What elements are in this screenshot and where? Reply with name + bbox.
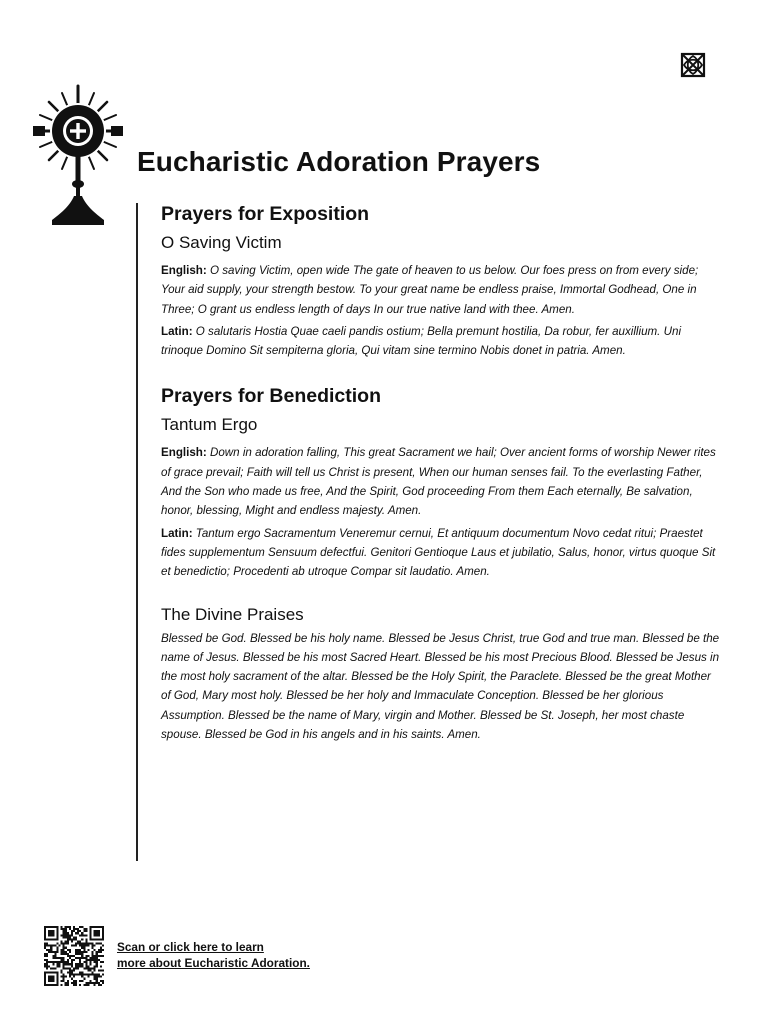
- english-text: O saving Victim, open wide The gate of heaven to us below. Our foes press on from every side; Your aid supply, your strength bestow. To your great name be endless praise, Immortal Godhead, One in Three; O grant us endless length of days In our true native land with thee. Amen.: [161, 264, 699, 316]
- latin-label: Latin:: [161, 324, 193, 338]
- exposition-section: [161, 201, 721, 360]
- divine-praises-text: Blessed be God. Blessed be his holy name. Blessed be Jesus Christ, true God and true man. Blessed be the name of Jesus. Blessed be his most Sacred Heart. Blessed be his most Precious Blood. Blessed be Jesus in the most holy sacrament of the altar. Blessed be the Holy Spirit, the Paraclete. Blessed be the great Mother of God, Mary most holy. Blessed be her holy and Immaculate Conception. Blessed be her glorious Assumption. Blessed be the name of Mary, virgin and Mother. Blessed be St. Joseph, her most chaste spouse. Blessed be God in his angels and in his saints. Amen.: [161, 631, 720, 742]
- o-saving-victim-latin: [161, 322, 721, 361]
- divine-praises-title: The Divine Praises: [161, 604, 304, 624]
- prayer-content: [161, 201, 721, 747]
- divine-praises-section: [161, 603, 721, 745]
- monstrance-icon: [30, 84, 126, 226]
- qr-code-icon[interactable]: [44, 926, 104, 986]
- page-title: Eucharistic Adoration Prayers: [137, 146, 541, 177]
- o-saving-victim-title: O Saving Victim: [161, 233, 282, 252]
- latin-label: Latin:: [161, 526, 193, 540]
- latin-text: O salutaris Hostia Quae caeli pandis ostium; Bella premunt hostilia, Da robur, fer auxillium. Uni trinoque Domino Sit sempiterna gloria, Qui vitam sine termino Nobis donet in patria. Amen.: [161, 324, 682, 358]
- o-saving-victim-english: [161, 261, 721, 319]
- tantum-ergo-title: Tantum Ergo: [161, 415, 258, 435]
- english-label: English:: [161, 264, 207, 277]
- benediction-section: [161, 383, 721, 581]
- english-label: English:: [161, 446, 207, 460]
- vertical-divider: [136, 203, 138, 861]
- tantum-ergo-latin: [161, 524, 721, 582]
- exposition-heading: Prayers for Exposition: [161, 203, 370, 225]
- latin-text: Tantum ergo Sacramentum Veneremur cernui, Et antiquum documentum Novo cedat ritui; Praestet fides supplementum Sensuum defectfui. Genitori Gentioque Laus et jubilatio, Salus, honor, virtus quoque Sit et benedictio; Procedenti ab utroque Compar sit laudatio. Amen.: [161, 526, 716, 579]
- tantum-ergo-english: [161, 443, 721, 520]
- knot-logo-icon: [680, 52, 706, 78]
- learn-more-line1: Scan or click here to learn: [117, 940, 264, 954]
- benediction-heading: Prayers for Benediction: [161, 385, 381, 408]
- learn-more-line2: more about Eucharistic Adoration.: [117, 956, 310, 970]
- english-text: Down in adoration falling, This great Sacrament we hail; Over ancient forms of worship Newer rites of grace prevail; Faith will tell us Christ is present, When our human senses fail. To the everlasting Father, And the Son who made us free, And the Spirit, God proceeding From them Each eternally, Be salvation, honor, blessing, Might and endless majesty. Amen.: [161, 446, 716, 518]
- learn-more-link[interactable]: [117, 939, 357, 971]
